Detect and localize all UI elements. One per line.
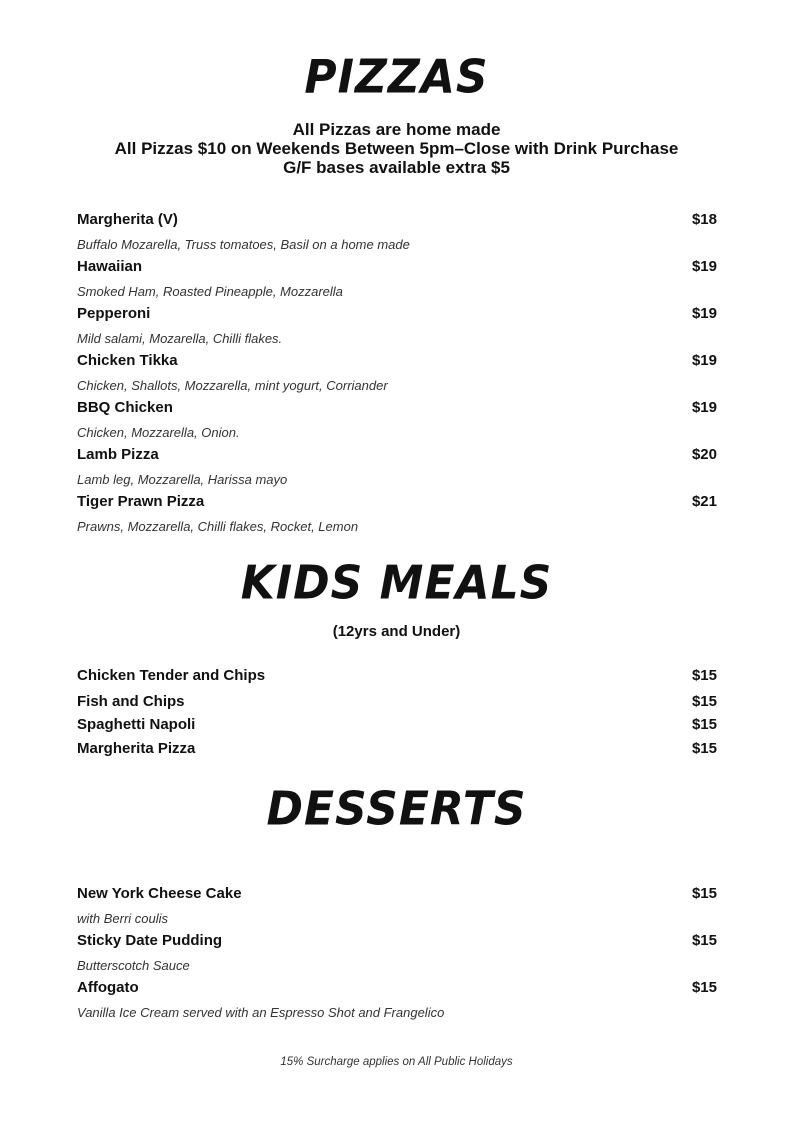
pizzas-title: PIZZAS <box>304 50 489 105</box>
dessert-item-name: Affogato <box>77 979 139 996</box>
pizza-item-price: $19 <box>691 352 717 369</box>
pizza-item-price: $19 <box>691 399 717 416</box>
surcharge-note: 15% Surcharge applies on All Public Holidays <box>280 1056 513 1068</box>
kids-item-name: Margherita Pizza <box>77 740 196 757</box>
dessert-item-name: Sticky Date Pudding <box>77 932 223 949</box>
pizza-item-desc: Buffalo Mozarella, Truss tomatoes, Basil on a home made <box>77 237 410 252</box>
dessert-item-price: $15 <box>691 932 717 949</box>
pizza-item-name: Tiger Prawn Pizza <box>77 493 205 510</box>
kids-item-price: $15 <box>691 693 717 710</box>
pizza-item-name: Hawaiian <box>77 258 143 275</box>
pizza-item-desc: Smoked Ham, Roasted Pineapple, Mozzarella <box>77 284 343 299</box>
pizza-item-name: Chicken Tikka <box>77 352 178 369</box>
pizza-item-price: $19 <box>691 258 717 275</box>
kids-item-name: Chicken Tender and Chips <box>77 667 266 684</box>
pizzas-note-3: G/F bases available extra $5 <box>283 158 510 177</box>
kids-meals-title: KIDS MEALS <box>240 556 553 611</box>
pizza-item-desc: Mild salami, Mozarella, Chilli flakes. <box>77 331 283 346</box>
dessert-item-desc: Vanilla Ice Cream served with an Espresso Shot and Frangelico <box>77 1005 445 1020</box>
pizza-item-name: BBQ Chicken <box>77 399 173 416</box>
pizza-item-desc: Prawns, Mozzarella, Chilli flakes, Rocket, Lemon <box>77 519 359 534</box>
kids-item-name: Fish and Chips <box>77 693 185 710</box>
pizza-item-desc: Lamb leg, Mozzarella, Harissa mayo <box>77 472 288 487</box>
kids-item-price: $15 <box>691 667 717 684</box>
kids-meals-note: (12yrs and Under) <box>332 623 461 640</box>
pizza-item-price: $18 <box>691 211 717 228</box>
dessert-item-desc: Butterscotch Sauce <box>77 958 190 973</box>
pizza-item-price: $19 <box>691 305 717 322</box>
pizza-item-name: Margherita (V) <box>77 211 178 228</box>
pizzas-note-1: All Pizzas are home made <box>292 120 501 139</box>
desserts-title: DESSERTS <box>266 782 527 837</box>
dessert-item-price: $15 <box>691 885 717 902</box>
kids-item-price: $15 <box>691 716 717 733</box>
kids-item-price: $15 <box>691 740 717 757</box>
pizza-item-desc: Chicken, Shallots, Mozzarella, mint yogurt, Corriander <box>77 378 388 393</box>
dessert-item-desc: with Berri coulis <box>77 911 169 926</box>
pizza-item-desc: Chicken, Mozzarella, Onion. <box>77 425 240 440</box>
pizza-item-price: $20 <box>691 446 717 463</box>
pizza-item-name: Lamb Pizza <box>77 446 159 463</box>
dessert-item-price: $15 <box>691 979 717 996</box>
pizza-item-name: Pepperoni <box>77 305 151 322</box>
pizzas-note-2: All Pizzas $10 on Weekends Between 5pm–Close with Drink Purchase <box>114 139 679 158</box>
pizza-item-price: $21 <box>691 493 717 510</box>
dessert-item-name: New York Cheese Cake <box>77 885 242 902</box>
kids-item-name: Spaghetti Napoli <box>77 716 196 733</box>
